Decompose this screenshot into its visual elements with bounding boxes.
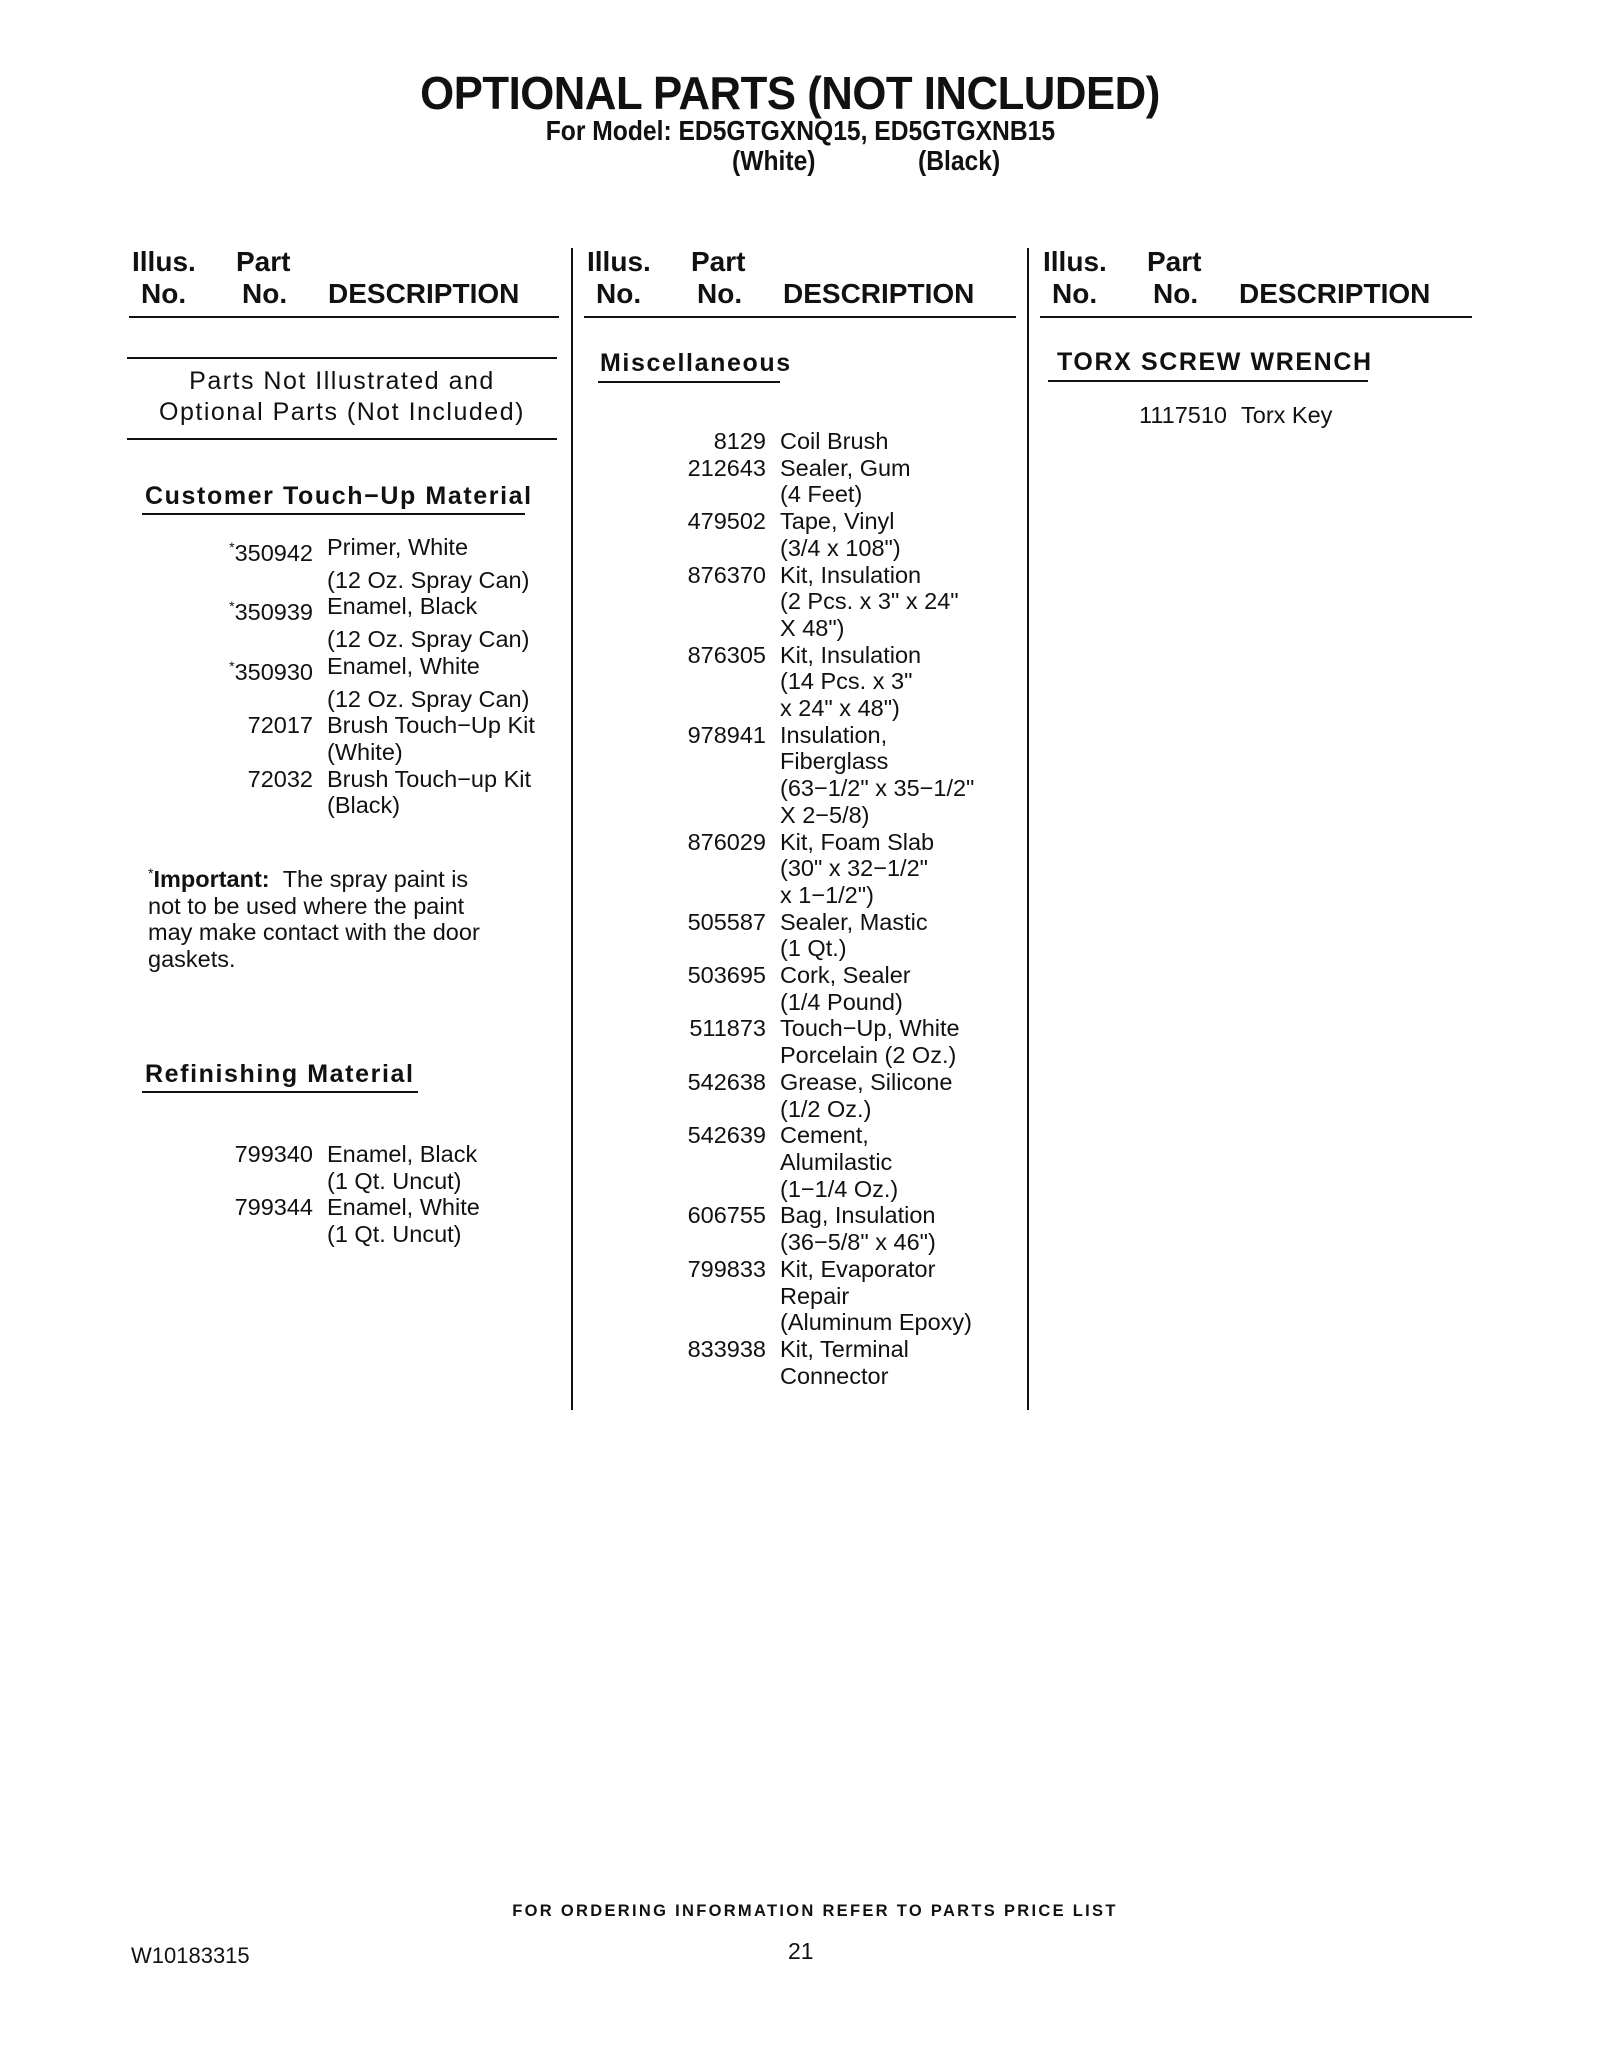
list-item xyxy=(670,1309,974,1336)
list-item xyxy=(670,1202,974,1229)
part-number xyxy=(670,855,780,882)
part-description: Torx Key xyxy=(1241,402,1333,428)
model-line-text: For Model: ED5GTGXNQ15, ED5GTGXNB15 xyxy=(545,115,1055,146)
section-underline xyxy=(598,381,780,383)
list-item xyxy=(670,1096,974,1123)
list-item xyxy=(670,882,974,909)
touchup-parts-list xyxy=(217,534,535,819)
part-number xyxy=(670,882,780,909)
part-description: Insulation, xyxy=(780,721,888,748)
part-number: 799344 xyxy=(234,1194,313,1221)
list-item xyxy=(217,792,535,819)
part-description: (36−5/8" x 46") xyxy=(780,1229,936,1256)
list-item xyxy=(670,802,974,829)
part-number xyxy=(670,588,780,615)
part-description: Alumilastic xyxy=(780,1148,893,1175)
part-description: Enamel, Black xyxy=(327,1141,478,1167)
part-description: Cork, Sealer xyxy=(780,962,911,989)
part-number: 542638 xyxy=(687,1068,766,1095)
part-number xyxy=(670,1309,780,1336)
part-number: 1117510 xyxy=(1139,402,1227,428)
section-title-torx: TORX SCREW WRENCH xyxy=(1057,348,1373,376)
part-description: (4 Feet) xyxy=(780,481,863,508)
part-number: *350930 xyxy=(229,657,313,685)
part-no-label: No. xyxy=(1153,278,1199,309)
important-text: gaskets. xyxy=(148,946,236,973)
list-item xyxy=(670,455,974,482)
part-description: Cement, xyxy=(780,1122,869,1149)
part-description: x 1−1/2") xyxy=(780,881,874,908)
part-number xyxy=(670,802,780,829)
illus-no-label: No. xyxy=(141,278,187,309)
part-description: Kit, Insulation xyxy=(780,641,922,668)
part-description: Sealer, Mastic xyxy=(780,908,928,935)
list-item xyxy=(670,1336,974,1363)
part-description: (30" x 32−1/2" xyxy=(780,855,928,882)
miscellaneous-parts-list xyxy=(670,428,974,1389)
model-line xyxy=(0,115,1600,147)
description-label: DESCRIPTION xyxy=(1239,278,1431,309)
part-number xyxy=(670,1042,780,1069)
list-item xyxy=(670,1256,974,1283)
part-no-label: No. xyxy=(242,278,288,309)
part-description: (1 Qt.) xyxy=(780,935,847,962)
part-description: Fiberglass xyxy=(780,748,889,775)
important-text: may make contact with the door xyxy=(148,919,480,946)
important-label: Important: xyxy=(153,866,270,892)
list-item xyxy=(670,615,974,642)
asterisk-mark: * xyxy=(148,865,154,881)
important-note xyxy=(148,860,548,973)
part-description: X 2−5/8) xyxy=(780,801,870,828)
illus-label: Illus. xyxy=(587,246,651,277)
list-item xyxy=(670,1149,974,1176)
description-label: DESCRIPTION xyxy=(328,278,520,309)
list-item xyxy=(670,935,974,962)
part-description: (12 Oz. Spray Can) xyxy=(327,626,530,653)
part-number xyxy=(670,1176,780,1203)
part-description: Bag, Insulation xyxy=(780,1202,936,1229)
part-description: Repair xyxy=(780,1282,850,1309)
part-number xyxy=(670,535,780,562)
part-description: Kit, Insulation xyxy=(780,561,922,588)
list-item xyxy=(670,481,974,508)
list-item xyxy=(670,1069,974,1096)
part-description: (1/4 Pound) xyxy=(780,988,903,1015)
part-number xyxy=(670,1363,780,1390)
list-item xyxy=(670,1229,974,1256)
part-number xyxy=(217,567,327,594)
document-number: W10183315 xyxy=(131,1943,250,1968)
list-item xyxy=(217,534,535,567)
part-description: (12 Oz. Spray Can) xyxy=(327,566,530,593)
part-number xyxy=(217,739,327,766)
color-white-label: (White) xyxy=(732,145,816,176)
part-description: (12 Oz. Spray Can) xyxy=(327,685,530,712)
part-description: Brush Touch−up Kit xyxy=(327,765,532,792)
part-number: *350939 xyxy=(229,598,313,626)
illus-no-label: No. xyxy=(596,278,642,309)
part-description: Enamel, White xyxy=(327,652,480,679)
list-item xyxy=(670,588,974,615)
list-item xyxy=(217,653,535,686)
box-line-2: Optional Parts (Not Included) xyxy=(159,398,525,426)
column-divider xyxy=(1027,248,1029,1410)
part-description: Kit, Evaporator xyxy=(780,1255,936,1282)
part-description: (Aluminum Epoxy) xyxy=(780,1309,972,1336)
part-label: Part xyxy=(236,246,291,277)
part-description: X 48") xyxy=(780,614,845,641)
part-description: Kit, Foam Slab xyxy=(780,828,935,855)
part-no-label: No. xyxy=(697,278,743,309)
list-item xyxy=(670,962,974,989)
part-number: *350942 xyxy=(229,539,313,566)
part-description: Porcelain (2 Oz.) xyxy=(780,1042,957,1069)
list-item xyxy=(670,1042,974,1069)
part-number xyxy=(217,686,327,713)
part-description: (1−1/4 Oz.) xyxy=(780,1175,899,1202)
list-item xyxy=(670,1176,974,1203)
part-description: (1 Qt. Uncut) xyxy=(327,1221,462,1248)
part-description: (White) xyxy=(327,738,403,765)
list-item xyxy=(217,626,535,653)
list-item xyxy=(670,1363,974,1390)
list-item xyxy=(670,1122,974,1149)
section-title-touchup: Customer Touch−Up Material xyxy=(145,482,533,510)
part-number: 505587 xyxy=(687,908,766,935)
part-number: 72017 xyxy=(247,712,313,739)
part-number: 799340 xyxy=(234,1141,313,1167)
part-description: Brush Touch−Up Kit xyxy=(327,712,535,739)
refinishing-parts-list xyxy=(217,1141,480,1248)
important-text: not to be used where the paint xyxy=(148,892,465,919)
important-text: The spray paint is xyxy=(282,866,469,892)
part-number: 799833 xyxy=(687,1255,766,1282)
part-number xyxy=(670,1229,780,1256)
part-description: (63−1/2" x 35−1/2" xyxy=(780,775,975,802)
part-number: 833938 xyxy=(687,1335,766,1362)
part-number xyxy=(670,775,780,802)
color-black-label: (Black) xyxy=(918,145,1001,176)
part-number: 212643 xyxy=(687,454,766,481)
part-number xyxy=(670,668,780,695)
list-item xyxy=(217,712,535,739)
part-label: Part xyxy=(1147,246,1202,277)
list-item xyxy=(1126,402,1332,429)
part-number xyxy=(217,1221,327,1248)
list-item xyxy=(670,1015,974,1042)
list-item xyxy=(670,428,974,455)
part-description: Enamel, White xyxy=(327,1194,480,1221)
section-title-refinishing: Refinishing Material xyxy=(145,1060,415,1088)
part-description: (Black) xyxy=(327,792,401,819)
part-description: Tape, Vinyl xyxy=(780,508,895,535)
list-item xyxy=(217,1168,480,1195)
part-number: 72032 xyxy=(247,765,313,792)
torx-parts-list xyxy=(1126,402,1332,429)
list-item xyxy=(217,593,535,626)
part-number: 542639 xyxy=(687,1122,766,1149)
column-header-3 xyxy=(1040,246,1472,318)
part-number: 503695 xyxy=(687,962,766,989)
asterisk-mark: * xyxy=(229,539,235,555)
part-number: 8129 xyxy=(713,428,766,454)
box-line-1: Parts Not Illustrated and xyxy=(189,367,495,395)
illus-label: Illus. xyxy=(1043,246,1107,277)
part-number xyxy=(217,626,327,653)
list-item xyxy=(670,989,974,1016)
illus-label: Illus. xyxy=(132,246,196,277)
part-number: 876370 xyxy=(687,561,766,588)
section-underline xyxy=(1048,380,1368,382)
part-number xyxy=(670,1096,780,1123)
part-description: Enamel, Black xyxy=(327,593,478,620)
list-item xyxy=(217,686,535,713)
part-number xyxy=(670,1283,780,1310)
list-item xyxy=(670,748,974,775)
list-item xyxy=(670,1283,974,1310)
part-number: 479502 xyxy=(687,508,766,535)
part-number xyxy=(670,615,780,642)
part-description: Primer, White xyxy=(327,534,469,560)
part-number: 876029 xyxy=(687,828,766,855)
list-item xyxy=(670,535,974,562)
list-item xyxy=(670,562,974,589)
list-item xyxy=(670,855,974,882)
part-description: (3/4 x 108") xyxy=(780,534,901,561)
part-description: Coil Brush xyxy=(780,428,889,454)
list-item xyxy=(217,1141,480,1168)
list-item xyxy=(217,739,535,766)
list-item xyxy=(670,668,974,695)
part-description: (14 Pcs. x 3" xyxy=(780,668,913,695)
section-underline xyxy=(142,1091,418,1093)
part-number: 978941 xyxy=(687,721,766,748)
part-description: Sealer, Gum xyxy=(780,454,911,481)
column-divider xyxy=(571,248,573,1410)
part-number xyxy=(670,695,780,722)
list-item xyxy=(217,567,535,594)
list-item xyxy=(670,695,974,722)
part-number xyxy=(217,792,327,819)
part-label: Part xyxy=(691,246,746,277)
description-label: DESCRIPTION xyxy=(783,278,975,309)
list-item xyxy=(217,1221,480,1248)
part-description: Connector xyxy=(780,1362,889,1389)
asterisk-mark: * xyxy=(229,657,235,674)
part-number xyxy=(670,1149,780,1176)
asterisk-mark: * xyxy=(229,598,235,615)
list-item xyxy=(670,508,974,535)
illus-no-label: No. xyxy=(1052,278,1098,309)
list-item xyxy=(670,642,974,669)
list-item xyxy=(217,766,535,793)
part-description: (1 Qt. Uncut) xyxy=(327,1167,462,1194)
part-number: 606755 xyxy=(687,1202,766,1229)
list-item xyxy=(670,909,974,936)
list-item xyxy=(670,722,974,749)
column-header-1 xyxy=(129,246,559,318)
column-header-2 xyxy=(584,246,1016,318)
part-number: 511873 xyxy=(689,1015,766,1042)
part-number xyxy=(217,1168,327,1195)
list-item xyxy=(670,775,974,802)
part-number xyxy=(670,748,780,775)
part-number xyxy=(670,481,780,508)
section-underline xyxy=(142,513,525,515)
part-description: Kit, Terminal xyxy=(780,1335,909,1362)
parts-not-illustrated-box xyxy=(127,357,557,440)
page-number: 21 xyxy=(788,1938,814,1964)
part-number xyxy=(670,989,780,1016)
part-number: 876305 xyxy=(687,641,766,668)
list-item xyxy=(217,1194,480,1221)
part-description: (2 Pcs. x 3" x 24" xyxy=(780,588,959,615)
part-description: Touch−Up, White xyxy=(780,1015,960,1042)
part-description: x 24" x 48") xyxy=(780,695,900,722)
ordering-note: FOR ORDERING INFORMATION REFER TO PARTS PRICE LIST xyxy=(512,1902,1118,1920)
part-description: (1/2 Oz.) xyxy=(780,1095,872,1122)
section-title-miscellaneous: Miscellaneous xyxy=(600,349,792,377)
page-title: OPTIONAL PARTS (NOT INCLUDED) xyxy=(420,67,1160,119)
part-description: Grease, Silicone xyxy=(780,1068,953,1095)
part-number xyxy=(670,935,780,962)
list-item xyxy=(670,829,974,856)
